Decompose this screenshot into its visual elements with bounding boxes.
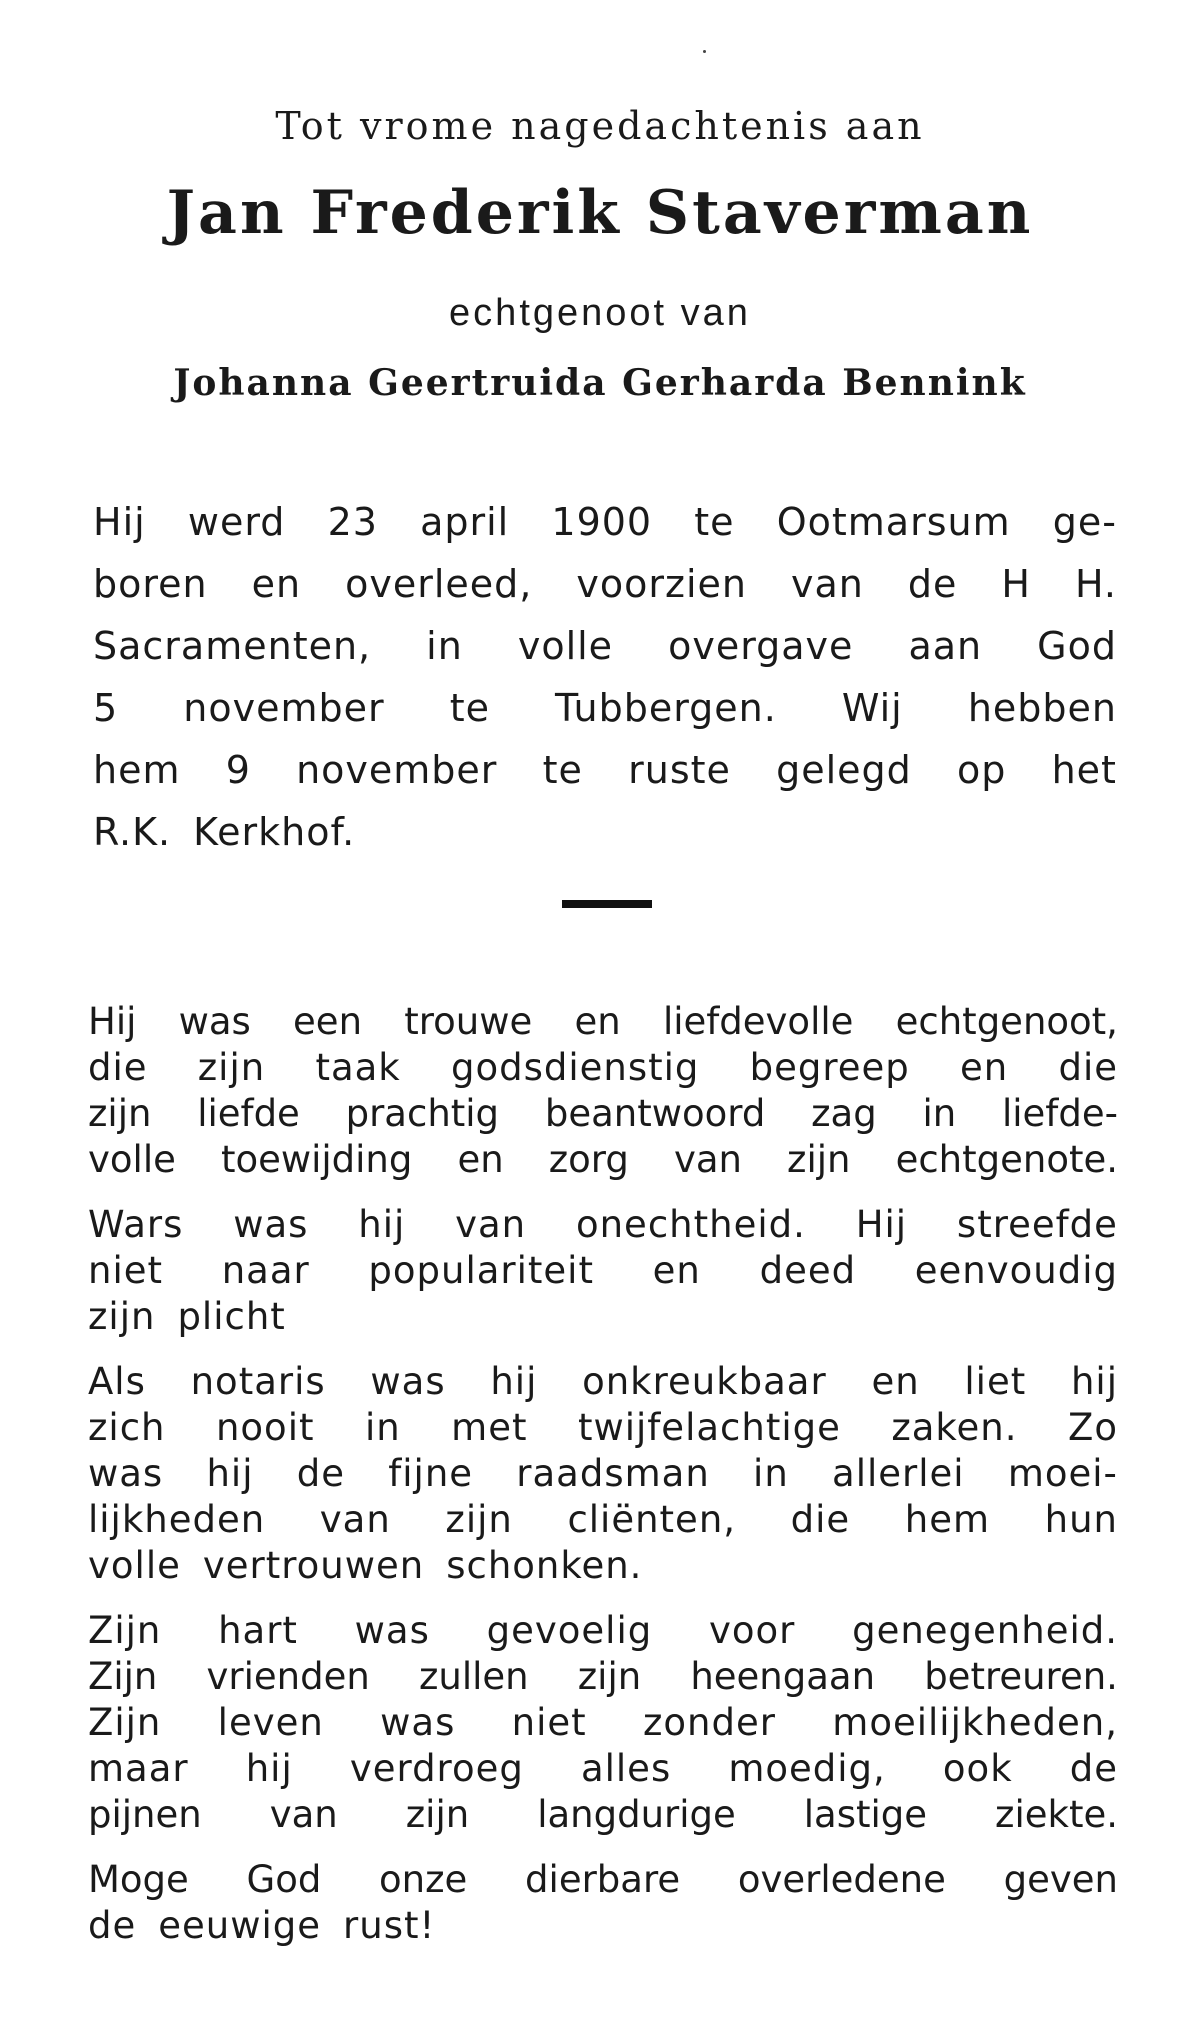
word: een	[293, 1000, 363, 1043]
word: ook	[942, 1747, 1013, 1790]
word: populariteit	[368, 1249, 594, 1292]
word: in	[364, 1406, 401, 1449]
word: hart	[218, 1609, 298, 1652]
word: Moge	[88, 1858, 189, 1901]
word: ziekte.	[995, 1793, 1118, 1836]
word: zaken.	[891, 1406, 1018, 1449]
word: deed	[759, 1249, 857, 1292]
word: onze	[379, 1858, 468, 1901]
word: te	[694, 500, 735, 544]
tribute-line	[88, 1295, 1118, 1338]
word: hij	[490, 1360, 538, 1403]
word: overgave	[668, 624, 854, 668]
word: werd	[187, 500, 286, 544]
word: Sacramenten,	[93, 624, 372, 668]
tribute-line	[88, 1092, 1118, 1135]
word: geven	[1003, 1858, 1118, 1901]
bio-line	[93, 624, 1117, 668]
word: de	[88, 1904, 137, 1947]
word: leven	[217, 1701, 324, 1744]
word: zonder	[643, 1701, 776, 1744]
word: raadsman	[516, 1452, 710, 1495]
word: streefde	[956, 1203, 1118, 1246]
tribute-line	[88, 1360, 1118, 1403]
word: boren	[93, 562, 208, 606]
word: hem	[93, 748, 181, 792]
word: november	[296, 748, 498, 792]
word: te	[542, 748, 583, 792]
word: zijn	[787, 1138, 851, 1181]
word: echtgenoot,	[895, 1000, 1118, 1043]
word: aan	[908, 624, 983, 668]
word: volle	[517, 624, 614, 668]
word: niet	[511, 1701, 587, 1744]
tribute-line	[88, 1904, 1118, 1947]
word: zich	[88, 1406, 166, 1449]
word: zullen	[418, 1655, 529, 1698]
word: zijn	[445, 1498, 513, 1541]
word: hij	[358, 1203, 406, 1246]
word: 5	[93, 686, 119, 730]
word: het	[1051, 748, 1117, 792]
word: begreep	[749, 1046, 910, 1089]
word: hebben	[967, 686, 1117, 730]
word: onkreukbaar	[582, 1360, 827, 1403]
deceased-name: Jan Frederik Staverman	[166, 178, 1034, 248]
word: rust!	[343, 1904, 436, 1947]
word: Tubbergen.	[555, 686, 777, 730]
word: allerlei	[832, 1452, 965, 1495]
word: gevoelig	[486, 1609, 653, 1652]
tribute-line	[88, 1609, 1118, 1652]
tribute-line	[88, 1701, 1118, 1744]
word: ruste	[628, 748, 731, 792]
word: betreuren.	[924, 1655, 1118, 1698]
tribute-line	[88, 1544, 1118, 1587]
word: echtgenote.	[895, 1138, 1118, 1181]
word: onechtheid.	[575, 1203, 806, 1246]
word: hun	[1044, 1498, 1118, 1541]
tribute-line	[88, 1747, 1118, 1790]
word: was	[178, 1000, 251, 1043]
word: vertrouwen	[202, 1544, 425, 1587]
word: de	[296, 1452, 345, 1495]
word: H.	[1074, 562, 1117, 606]
word: Zijn	[88, 1701, 162, 1744]
word: Hij	[88, 1000, 137, 1043]
word: cliënten,	[567, 1498, 737, 1541]
word: lastige	[803, 1793, 928, 1836]
word: november	[183, 686, 385, 730]
tribute-line	[88, 1858, 1118, 1901]
word: zijn	[197, 1046, 266, 1089]
word: van	[791, 562, 864, 606]
spouse-name: Johanna Geertruida Gerharda Bennink	[173, 362, 1027, 404]
tribute-line	[88, 1138, 1118, 1181]
word: Hij	[93, 500, 146, 544]
tribute-line	[88, 1249, 1118, 1292]
word: lijkheden	[88, 1498, 266, 1541]
word: liefdevolle	[662, 1000, 854, 1043]
word: Wij	[841, 686, 903, 730]
bio-line	[93, 748, 1117, 792]
word: liefde-	[1001, 1092, 1118, 1135]
word: Hij	[855, 1203, 908, 1246]
word: toewijding	[220, 1138, 413, 1181]
word: met	[451, 1406, 528, 1449]
word: beantwoord	[544, 1092, 766, 1135]
word: 1900	[551, 500, 653, 544]
word: Als	[88, 1360, 146, 1403]
word: vrienden	[206, 1655, 370, 1698]
word: en	[574, 1000, 621, 1043]
word: moei-	[1007, 1452, 1118, 1495]
word: zijn	[88, 1092, 152, 1135]
word: pijnen	[88, 1793, 202, 1836]
word: was	[370, 1360, 446, 1403]
word: te	[449, 686, 490, 730]
word: gelegd	[776, 748, 912, 792]
word: in	[753, 1452, 789, 1495]
word: genegenheid.	[852, 1609, 1118, 1652]
word: voor	[708, 1609, 796, 1652]
word: prachtig	[345, 1092, 500, 1135]
word: hij	[206, 1452, 254, 1495]
word: verdroeg	[349, 1747, 524, 1790]
word: Wars	[88, 1203, 184, 1246]
tribute-line	[88, 1046, 1118, 1089]
word: die	[790, 1498, 851, 1541]
word: R.K.	[93, 810, 172, 854]
word: hem	[904, 1498, 991, 1541]
word: voorzien	[576, 562, 747, 606]
word: april	[420, 500, 510, 544]
tribute-line	[88, 1452, 1118, 1495]
word: van	[269, 1793, 338, 1836]
word: overleed,	[345, 562, 533, 606]
word: van	[319, 1498, 391, 1541]
word: moeilijkheden,	[832, 1701, 1118, 1744]
word: godsdienstig	[450, 1046, 700, 1089]
word: God	[1037, 624, 1117, 668]
word: zijn	[577, 1655, 642, 1698]
intro-line: Tot vrome nagedachtenis aan	[275, 104, 925, 148]
word: 23	[327, 500, 378, 544]
word: Zo	[1067, 1406, 1118, 1449]
word: niet	[88, 1249, 164, 1292]
word: schonken.	[446, 1544, 643, 1587]
word: die	[88, 1046, 148, 1089]
word: was	[354, 1609, 430, 1652]
word: en	[871, 1360, 920, 1403]
word: taak	[315, 1046, 401, 1089]
word: maar	[88, 1747, 189, 1790]
word: God	[246, 1858, 322, 1901]
word: de	[1069, 1747, 1118, 1790]
word: was	[88, 1452, 164, 1495]
word: zijn	[405, 1793, 470, 1836]
word: liet	[964, 1360, 1027, 1403]
bio-line	[93, 500, 1117, 544]
bio-line	[93, 562, 1117, 606]
tribute-line	[88, 1793, 1118, 1836]
word: in	[922, 1092, 957, 1135]
word: zijn	[88, 1295, 156, 1338]
word: zorg	[548, 1138, 629, 1181]
section-divider	[562, 900, 652, 908]
word: plicht	[177, 1295, 286, 1338]
word: die	[1058, 1046, 1118, 1089]
word: twijfelachtige	[577, 1406, 841, 1449]
word: nooit	[215, 1406, 315, 1449]
word: H	[1001, 562, 1031, 606]
word: in	[426, 624, 463, 668]
word: van	[455, 1203, 527, 1246]
word: Ootmarsum	[776, 500, 1011, 544]
paper-speck	[703, 50, 706, 53]
word: was	[233, 1203, 309, 1246]
tribute-line	[88, 1498, 1118, 1541]
word: langdurige	[537, 1793, 736, 1836]
word: en	[251, 562, 302, 606]
bio-line	[93, 686, 1117, 730]
word: volle	[88, 1138, 176, 1181]
word: heengaan	[690, 1655, 876, 1698]
word: hij	[1070, 1360, 1118, 1403]
word: notaris	[190, 1360, 326, 1403]
word: fijne	[388, 1452, 474, 1495]
tribute-line	[88, 1203, 1118, 1246]
word: zag	[811, 1092, 877, 1135]
word: op	[957, 748, 1007, 792]
tribute-line	[88, 1000, 1118, 1043]
word: eeuwige	[158, 1904, 322, 1947]
word: alles	[580, 1747, 672, 1790]
word: moedig,	[728, 1747, 886, 1790]
word: overledene	[737, 1858, 946, 1901]
word: trouwe	[404, 1000, 533, 1043]
word: en	[457, 1138, 504, 1181]
word: de	[907, 562, 958, 606]
word: volle	[88, 1544, 181, 1587]
word: was	[380, 1701, 456, 1744]
word: Zijn	[88, 1655, 158, 1698]
bio-line	[93, 810, 1117, 854]
spouse-of-line: echtgenoot van	[449, 292, 751, 334]
word: eenvoudig	[914, 1249, 1118, 1292]
word: 9	[225, 748, 251, 792]
tribute-line	[88, 1406, 1118, 1449]
word: Zijn	[88, 1609, 162, 1652]
word: naar	[221, 1249, 310, 1292]
word: ge-	[1052, 500, 1117, 544]
word: en	[960, 1046, 1009, 1089]
word: Kerkhof.	[193, 810, 356, 854]
word: liefde	[197, 1092, 300, 1135]
word: hij	[245, 1747, 293, 1790]
tribute-line	[88, 1655, 1118, 1698]
word: en	[652, 1249, 701, 1292]
word: van	[673, 1138, 742, 1181]
word: dierbare	[525, 1858, 681, 1901]
